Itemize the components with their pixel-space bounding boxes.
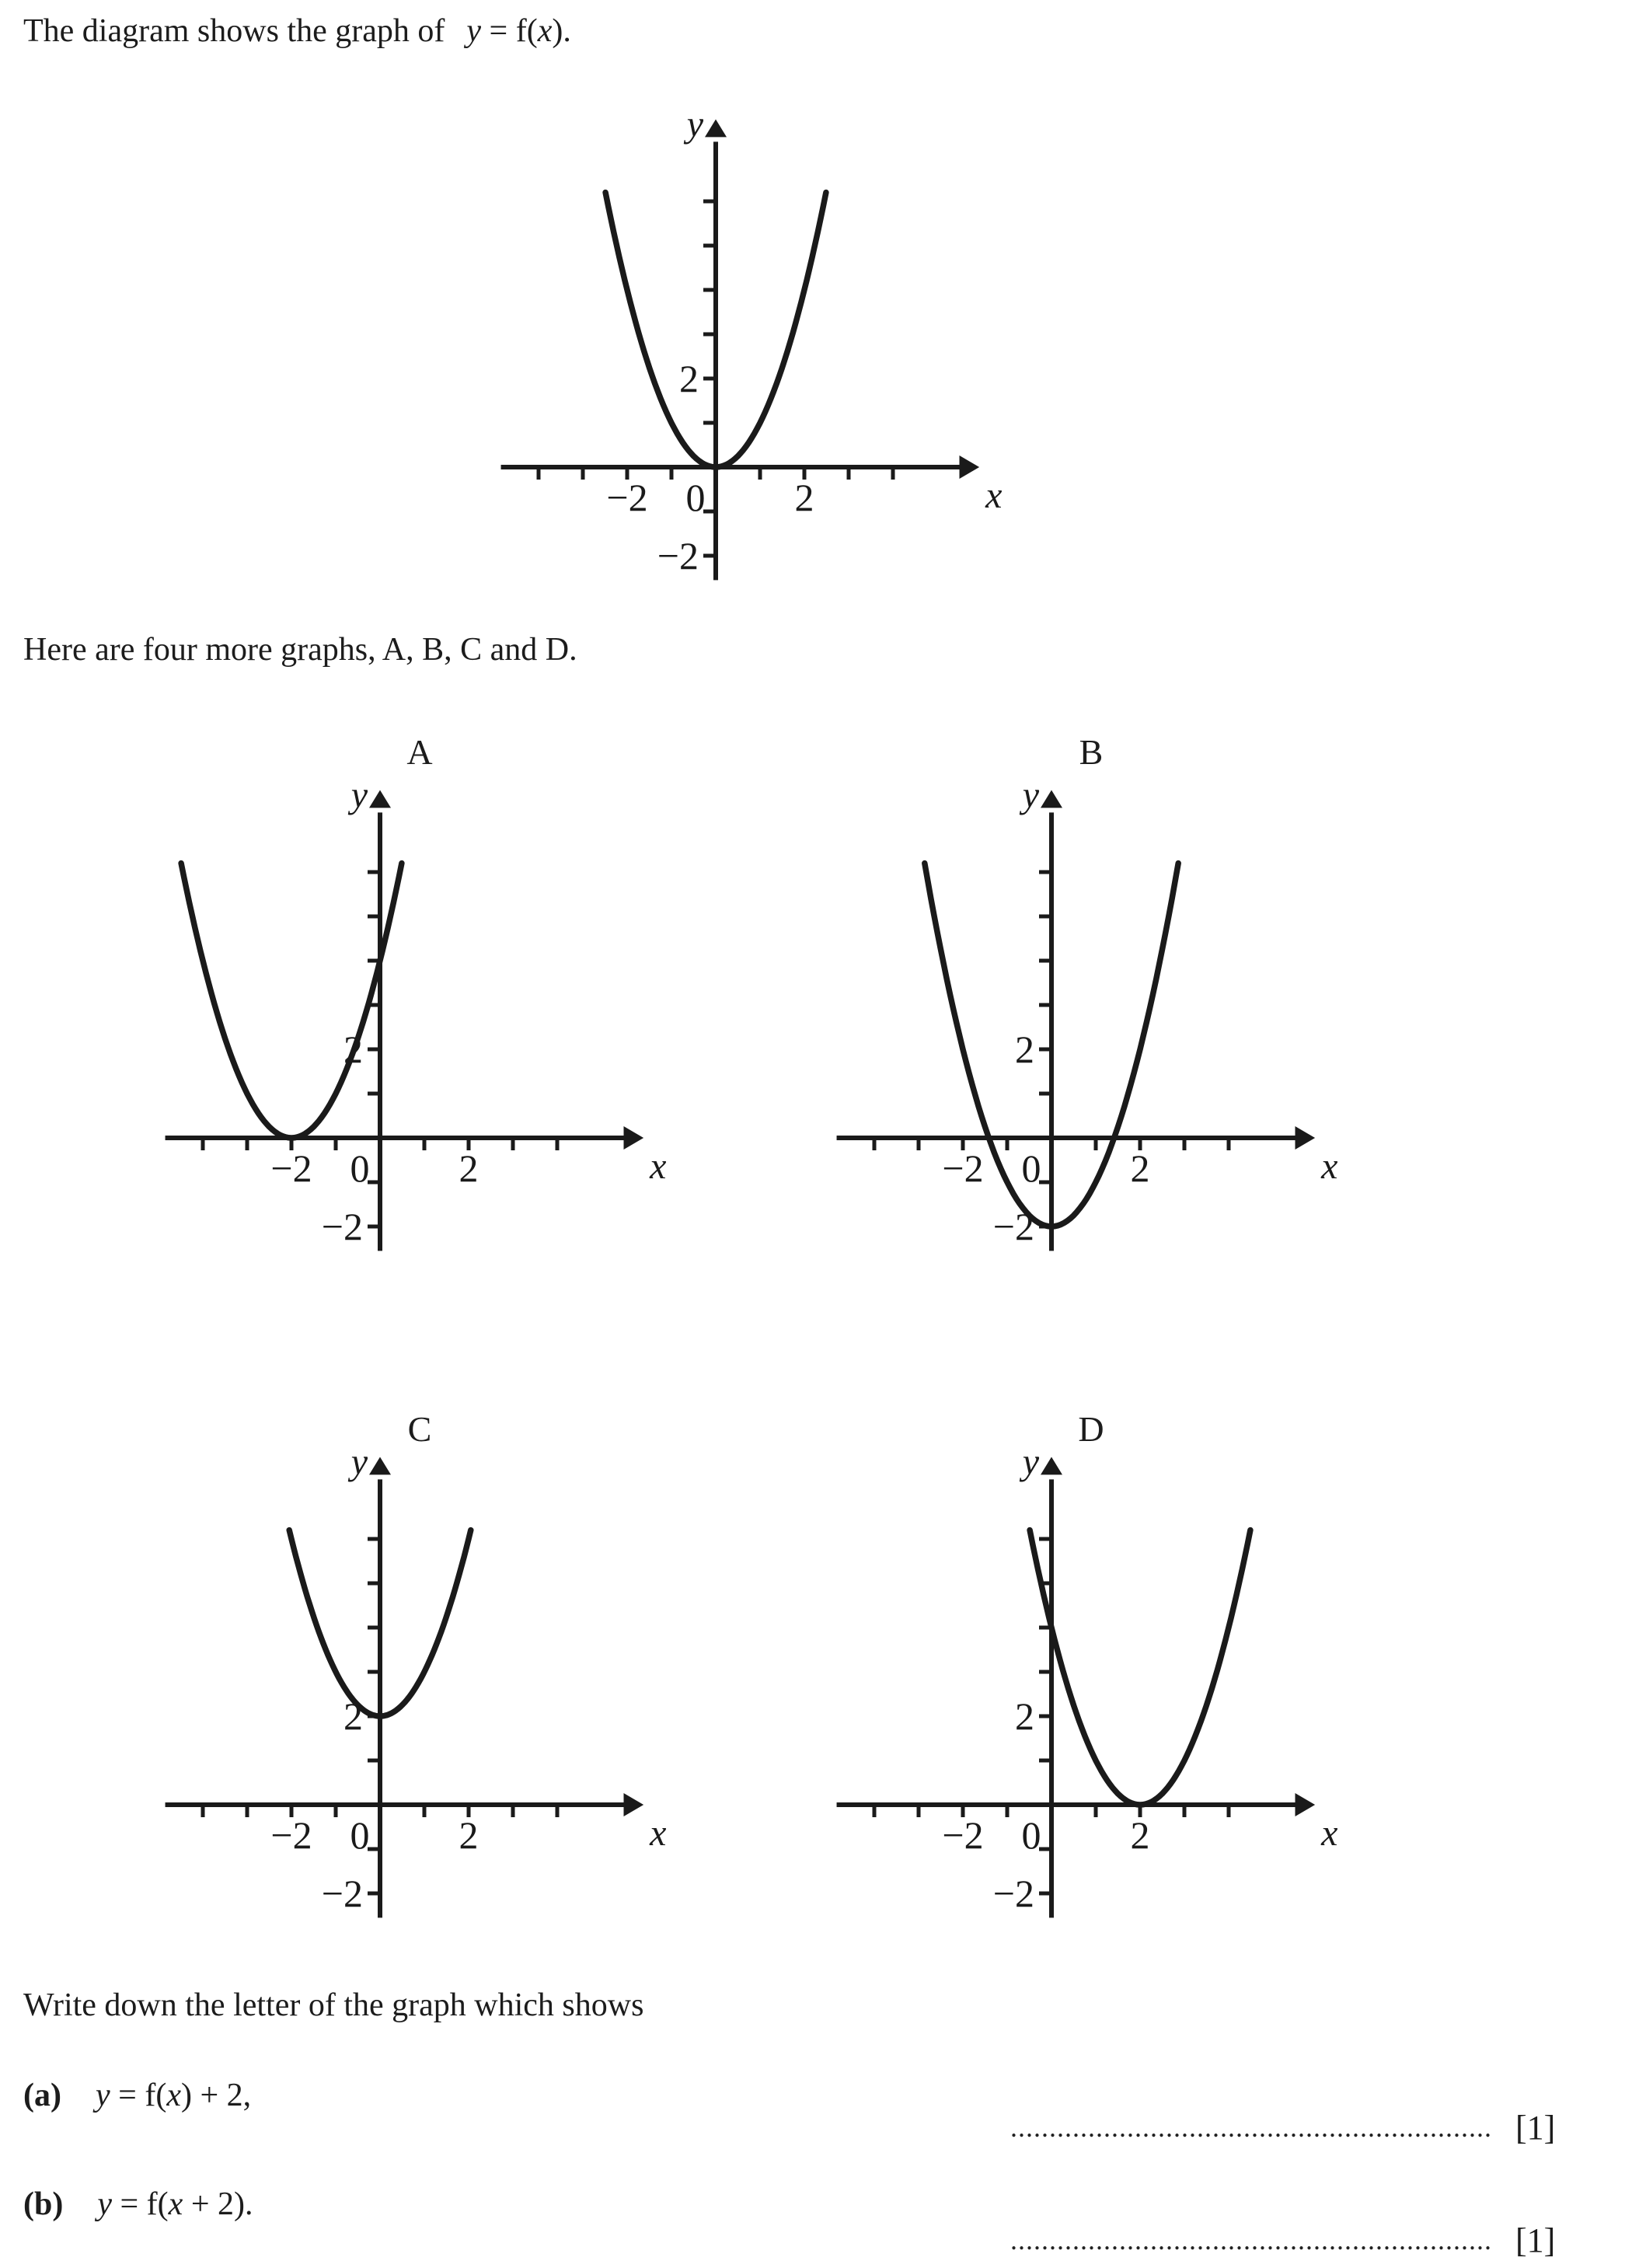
x-tick-label: −2 bbox=[270, 1146, 312, 1190]
y-axis-letter: y bbox=[1022, 775, 1039, 816]
graph-main-canvas bbox=[486, 104, 1030, 602]
math-y: y bbox=[95, 2078, 110, 2113]
x-tick-label: 0 bbox=[350, 1146, 370, 1190]
graph-C-canvas bbox=[150, 1442, 694, 1939]
y-tick-label: −2 bbox=[992, 1205, 1034, 1248]
y-axis-letter: y bbox=[350, 775, 368, 816]
answer-blank-a[interactable]: .............................................................. bbox=[1010, 2112, 1492, 2143]
graph-d-letter: D bbox=[1078, 1409, 1104, 1449]
y-axis-letter: y bbox=[1022, 1442, 1039, 1483]
x-axis-letter: x bbox=[650, 1146, 667, 1187]
more-graphs-text: Here are four more graphs, A, B, C and D. bbox=[23, 632, 577, 668]
x-tick-label: 2 bbox=[459, 1813, 479, 1857]
x-axis-arrow-icon bbox=[624, 1793, 644, 1816]
x-axis-letter: x bbox=[1321, 1146, 1338, 1187]
y-tick-label: −2 bbox=[321, 1872, 363, 1915]
math-y: y bbox=[466, 13, 482, 49]
y-tick-label: −2 bbox=[657, 534, 699, 577]
x-tick-label: −2 bbox=[942, 1813, 984, 1857]
y-axis-arrow-icon bbox=[1041, 790, 1062, 808]
x-axis-letter: x bbox=[985, 475, 1003, 516]
y-axis-letter: y bbox=[350, 1442, 368, 1483]
math-end: ) + 2, bbox=[180, 2078, 252, 2113]
x-tick-label: 2 bbox=[1130, 1146, 1150, 1190]
answer-blank-b[interactable]: .............................................................. bbox=[1010, 2224, 1492, 2256]
x-tick-label: −2 bbox=[270, 1813, 312, 1857]
y-axis-arrow-icon bbox=[369, 790, 391, 808]
marks-b: [1] bbox=[1515, 2221, 1556, 2259]
part-b-label: (b) bbox=[23, 2186, 64, 2222]
x-tick-label: −2 bbox=[942, 1146, 984, 1190]
y-tick-label: 2 bbox=[343, 1028, 363, 1071]
graph-D-canvas bbox=[821, 1442, 1365, 1939]
x-tick-label: 2 bbox=[1130, 1813, 1150, 1857]
marks-a: [1] bbox=[1515, 2109, 1556, 2147]
x-tick-label: −2 bbox=[606, 476, 648, 519]
math-y: y bbox=[97, 2186, 112, 2222]
graph-B-canvas bbox=[821, 775, 1365, 1272]
y-axis-arrow-icon bbox=[1041, 1457, 1062, 1475]
y-tick-label: 2 bbox=[679, 357, 699, 400]
x-axis-arrow-icon bbox=[1295, 1126, 1316, 1150]
y-axis-letter: y bbox=[686, 104, 703, 145]
intro-formula bbox=[466, 13, 570, 49]
part-a-line bbox=[23, 2077, 251, 2114]
question-prompt: Write down the letter of the graph which shows bbox=[23, 1987, 644, 2023]
y-tick-label: 2 bbox=[1015, 1028, 1034, 1071]
y-tick-label: 2 bbox=[1015, 1694, 1034, 1738]
part-b-line bbox=[23, 2186, 253, 2223]
x-axis-arrow-icon bbox=[624, 1126, 644, 1150]
math-x: x bbox=[537, 13, 553, 49]
math-end: + 2). bbox=[183, 2186, 253, 2222]
graph-c-letter: C bbox=[407, 1409, 432, 1449]
math-x: x bbox=[166, 2078, 181, 2113]
y-tick-label: 2 bbox=[343, 1694, 363, 1738]
x-axis-letter: x bbox=[650, 1813, 667, 1854]
math-mid: = f( bbox=[481, 13, 538, 49]
math-end: ). bbox=[552, 13, 571, 49]
x-tick-label: 0 bbox=[685, 476, 706, 519]
part-b-formula bbox=[97, 2186, 253, 2222]
x-tick-label: 0 bbox=[1021, 1146, 1041, 1190]
x-axis-letter: x bbox=[1321, 1813, 1338, 1854]
parabola-curve bbox=[1030, 1530, 1250, 1805]
graph-b-letter: B bbox=[1079, 732, 1104, 772]
intro-text: The diagram shows the graph of bbox=[23, 13, 445, 49]
math-x: x bbox=[168, 2186, 183, 2222]
x-tick-label: 0 bbox=[350, 1813, 370, 1857]
y-tick-label: −2 bbox=[321, 1205, 363, 1248]
y-axis-arrow-icon bbox=[369, 1457, 391, 1475]
graph-d bbox=[821, 1442, 1365, 1939]
parabola-curve bbox=[181, 864, 402, 1138]
graph-A-canvas bbox=[150, 775, 694, 1272]
graph-main bbox=[486, 104, 1030, 602]
y-tick-label: −2 bbox=[992, 1872, 1034, 1915]
x-axis-arrow-icon bbox=[1295, 1793, 1316, 1816]
graph-a bbox=[150, 775, 694, 1272]
x-tick-label: 2 bbox=[794, 476, 814, 519]
graph-a-letter: A bbox=[406, 732, 433, 772]
intro-line bbox=[23, 12, 571, 50]
math-mid: = f( bbox=[112, 2186, 169, 2222]
x-tick-label: 0 bbox=[1021, 1813, 1041, 1857]
graph-b bbox=[821, 775, 1365, 1272]
math-mid: = f( bbox=[110, 2078, 167, 2113]
part-a-label: (a) bbox=[23, 2078, 61, 2113]
y-axis-arrow-icon bbox=[705, 120, 727, 138]
part-a-formula bbox=[96, 2078, 251, 2113]
x-axis-arrow-icon bbox=[960, 455, 980, 479]
graph-c bbox=[150, 1442, 694, 1939]
x-tick-label: 2 bbox=[459, 1146, 479, 1190]
